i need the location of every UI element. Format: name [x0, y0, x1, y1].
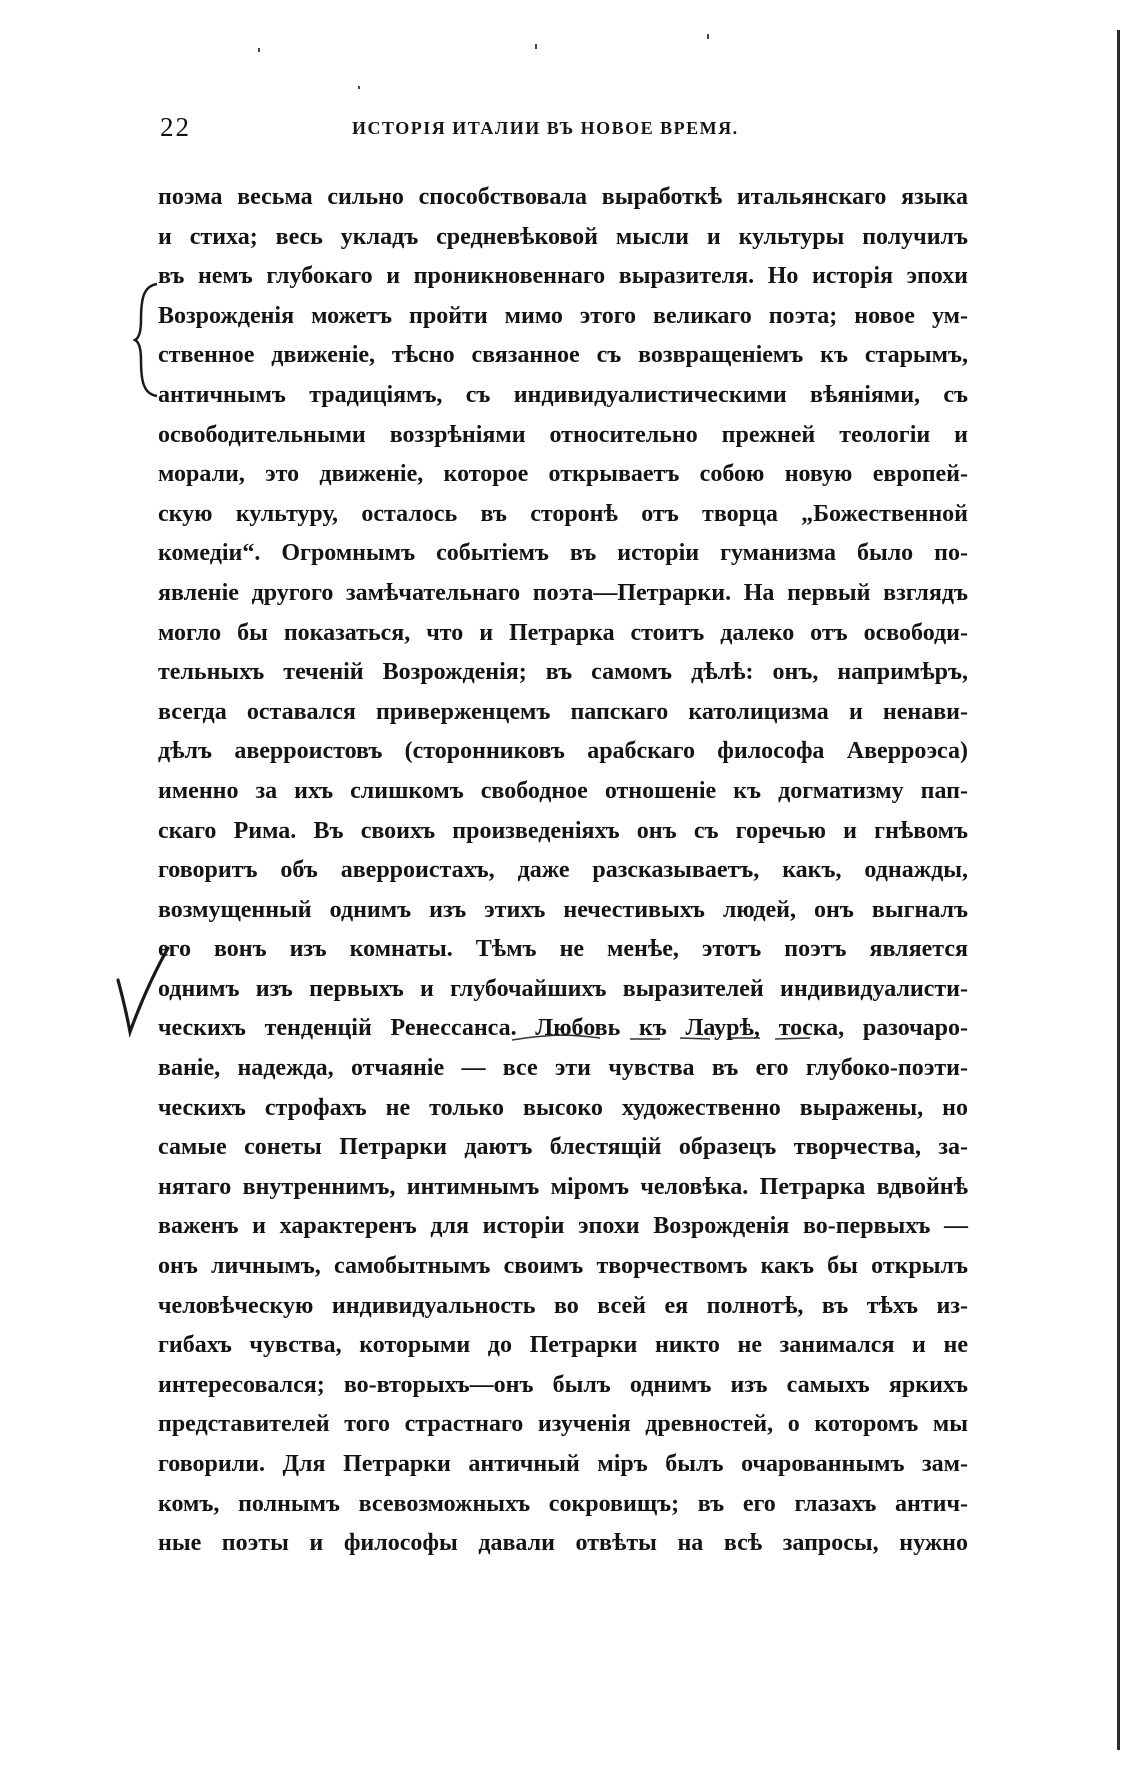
text-line: онъ личнымъ, самобытнымъ своимъ творчествомъ какъ бы открылъ	[158, 1253, 968, 1280]
text-line: всегда оставался приверженцемъ папскаго католицизма и ненави-	[158, 698, 968, 725]
text-line: дѣлъ аверроистовъ (сторонниковъ арабскаго философа Аверроэса)	[158, 738, 968, 765]
text-line: именно за ихъ слишкомъ свободное отношеніе къ догматизму пап-	[158, 777, 968, 804]
text-line: явленіе другого замѣчательнаго поэта—Петрарки. На первый взглядъ	[158, 579, 968, 606]
text-line: ваніе, надежда, отчаяніе — все эти чувства въ его глубоко-поэти-	[158, 1055, 968, 1082]
text-line: интересовался; во-вторыхъ—онъ былъ однимъ изъ самыхъ яркихъ	[158, 1371, 968, 1398]
text-line: ственное движеніе, тѣсно связанное съ возвращеніемъ къ старымъ,	[158, 342, 968, 369]
text-line: могло бы показаться, что и Петрарка стоитъ далеко отъ освободи-	[158, 619, 968, 646]
scan-speck	[535, 44, 537, 49]
text-line: скую культуру, осталось въ сторонѣ отъ творца „Божественной	[158, 500, 968, 527]
text-line: комедіи“. Огромнымъ событіемъ въ исторіи гуманизма было по-	[158, 540, 968, 567]
text-line: гибахъ чувства, которыми до Петрарки никто не занимался и не	[158, 1332, 968, 1359]
text-line: человѣческую индивидуальность во всей ея полнотѣ, въ тѣхъ из-	[158, 1292, 968, 1319]
text-line: комъ, полнымъ всевозможныхъ сокровищъ; въ его глазахъ антич-	[158, 1490, 968, 1517]
text-line: говоритъ объ аверроистахъ, даже разсказываетъ, какъ, однажды,	[158, 857, 968, 884]
text-line: морали, это движеніе, которое открываетъ собою новую европей-	[158, 461, 968, 488]
text-line: самые сонеты Петрарки даютъ блестящій образецъ творчества, за-	[158, 1134, 968, 1161]
text-line: и стиха; весь укладъ средневѣковой мысли и культуры получилъ	[158, 223, 968, 250]
text-line: освободительными воззрѣніями относительно прежней теологіи и	[158, 421, 968, 448]
text-line: говорили. Для Петрарки античный міръ былъ очарованнымъ зам-	[158, 1451, 968, 1477]
body-text	[158, 178, 968, 1564]
text-line: въ немъ глубокаго и проникновеннаго выразителя. Но исторія эпохи	[158, 263, 968, 290]
margin-brace-mark	[133, 280, 161, 400]
page-header	[160, 112, 990, 142]
text-line: его вонъ изъ комнаты. Тѣмъ не менѣе, этотъ поэтъ является	[158, 936, 968, 963]
scan-speck	[358, 86, 360, 89]
text-line: скаго Рима. Въ своихъ произведеніяхъ онъ съ горечью и гнѣвомъ	[158, 817, 968, 844]
text-line: возмущенный однимъ изъ этихъ нечестивыхъ людей, онъ выгналъ	[158, 896, 968, 923]
scan-speck	[707, 34, 709, 39]
text-line: античнымъ традиціямъ, съ индивидуалистическими вѣяніями, съ	[158, 381, 968, 408]
scan-edge-line	[1117, 30, 1120, 1750]
text-line: важенъ и характеренъ для исторіи эпохи Возрожденія во-первыхъ —	[158, 1213, 968, 1240]
text-line: поэма весьма сильно способствовала выработкѣ итальянскаго языка	[158, 184, 968, 210]
text-line: Возрожденія можетъ пройти мимо этого великаго поэта; новое ум-	[158, 302, 968, 329]
text-line: ные поэты и философы давали отвѣты на всѣ запросы, нужно	[158, 1530, 968, 1557]
text-line: нятаго внутреннимъ, интимнымъ міромъ человѣка. Петрарка вдвойнѣ	[158, 1173, 968, 1200]
page-number: 22	[160, 112, 191, 142]
text-line: представителей того страстнаго изученія древностей, о которомъ мы	[158, 1411, 968, 1438]
text-line: тельныхъ теченій Возрожденія; въ самомъ дѣлѣ: онъ, напримѣръ,	[158, 659, 968, 686]
text-line: однимъ изъ первыхъ и глубочайшихъ выразителей индивидуалисти-	[158, 975, 968, 1002]
running-title: ИСТОРІЯ ИТАЛИИ ВЪ НОВОЕ ВРЕМЯ.	[352, 118, 739, 138]
text-line: ческихъ строфахъ не только высоко художественно выражены, но	[158, 1094, 968, 1121]
text-line: ческихъ тенденцій Ренессанса. Любовь къ Лаурѣ, тоска, разочаро-	[158, 1015, 968, 1042]
scan-speck	[258, 48, 260, 52]
